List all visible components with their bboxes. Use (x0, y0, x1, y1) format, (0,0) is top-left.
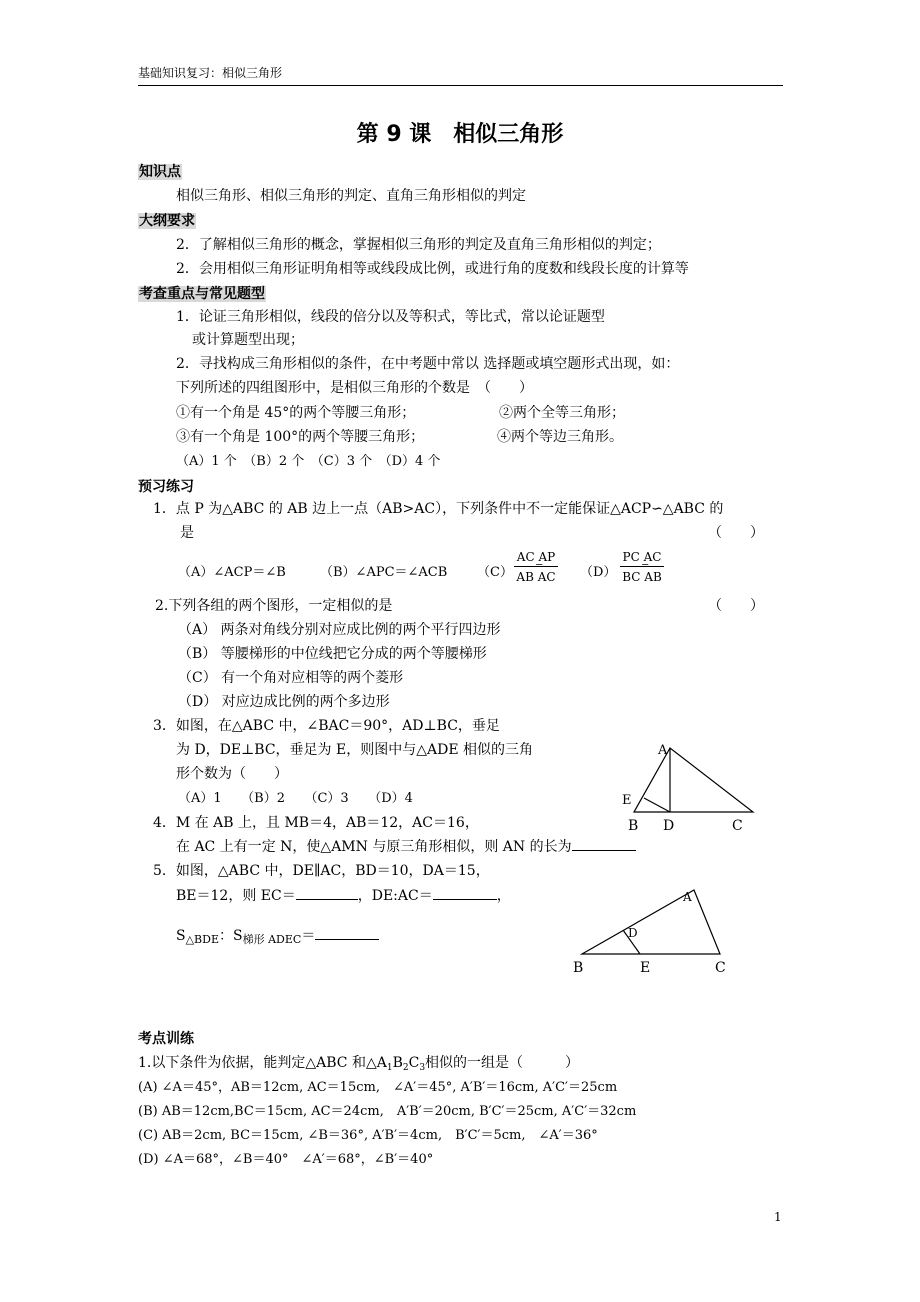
training-q1-sub1: 1 (386, 1063, 393, 1073)
answer-blank-ratio[interactable] (433, 899, 497, 900)
preview-q2-option-b: （B） 等腰梯形的中位线把它分成的两个等腰梯形 (178, 646, 487, 662)
preview-q5-ratio-label: ，DE:AC＝ (357, 888, 433, 904)
focus-choices: （A）1 个 （B）2 个 （C）3 个 （D）4 个 (176, 454, 441, 469)
preview-q2-option-d: （D） 对应边成比例的两个多边形 (178, 694, 390, 710)
focus-option-3: ③有一个角是 100°的两个等腰三角形； (176, 429, 425, 445)
syllabus-item-1: 2．了解相似三角形的概念，掌握相似三角形的判定及直角三角形相似的判定； (176, 237, 661, 253)
preview-q5-comma: ， (496, 888, 511, 904)
training-option-b: (B) AB＝12cm,BC＝15cm, AC＝24cm, A′B′＝20cm, B′C′＝25cm, A′C′＝32cm (138, 1104, 637, 1119)
syllabus-item-2: 2．会用相似三角形证明角相等或线段成比例，或进行角的度数和线段长度的计算等 (176, 261, 689, 277)
preview-q1-option-d: （D） (580, 565, 617, 580)
focus-question: 下列所述的四组图形中，是相似三角形的个数是 （ ） (176, 380, 533, 396)
knowledge-text: 相似三角形、相似三角形的判定、直角三角形相似的判定 (176, 188, 526, 204)
answer-blank-area[interactable] (315, 939, 379, 940)
label-b-2: B (573, 960, 584, 976)
preview-q2-option-a: （A） 两条对角线分别对应成比例的两个平行四边形 (178, 622, 501, 638)
preview-q2-option-c: （C） 有一个角对应相等的两个菱形 (178, 670, 404, 686)
section-heading-syllabus: 大纲要求 (139, 213, 195, 229)
training-option-a: (A) ∠A＝45°，AB＝12cm, AC＝15cm, ∠A′＝45°, A′B′＝16cm, A′C′＝25cm (138, 1080, 618, 1095)
label-e-2: E (640, 960, 651, 976)
focus-line-1: 1．论证三角形相似，线段的倍分以及等积式，等比式，常以论证题型 (176, 309, 605, 325)
label-c: C (732, 818, 743, 834)
fraction-c-equals: = (535, 561, 544, 572)
preview-q5-ec-label: BE＝12，则 EC＝ (176, 888, 296, 904)
preview-q1-option-c: （C） (477, 565, 513, 580)
preview-q1-line2: 是 (180, 525, 194, 541)
area-s1: S (176, 928, 186, 944)
label-d-2: D (628, 926, 638, 940)
label-c-2: C (715, 960, 726, 976)
preview-q1-paren: （ ） (708, 525, 764, 541)
preview-q1-option-b: （B）∠APC＝∠ACB (320, 565, 448, 580)
preview-q1-option-a: （A）∠ACP＝∠B (178, 565, 286, 580)
area-s2: ：S (219, 928, 243, 944)
focus-option-4: ④两个等边三角形。 (497, 429, 623, 445)
area-s2-sub: 梯形 ADEC (242, 933, 302, 946)
preview-q5-line1: 5．如图，△ABC 中，DE∥AC，BD＝10，DA＝15， (153, 863, 490, 879)
training-q1-sub2: 2 (402, 1063, 409, 1073)
triangle-abc-2 (582, 890, 720, 954)
preview-q4-line1: 4．M 在 AB 上，且 MB＝4，AB＝12，AC＝16， (153, 815, 479, 831)
area-equals: ＝ (301, 928, 316, 944)
fraction-c-numerator: AC AP (516, 550, 556, 564)
focus-line-2: 2．寻找构成三角形相似的条件，在中考题中常以 选择题或填空题形式出现，如： (176, 356, 680, 372)
figure-parallel-triangle (568, 884, 738, 978)
preview-q1-line1: 1．点 P 为△ABC 的 AB 边上一点（AB>AC），下列条件中不一定能保证△ACP∽△ABC 的 (153, 501, 724, 517)
label-e: E (622, 793, 632, 808)
fraction-d-denominator: BC AB (622, 570, 662, 584)
training-q1-text: 1.以下条件为依据，能判定△ABC 和△A (138, 1055, 387, 1071)
label-a-2: A (683, 890, 692, 904)
focus-option-1: ①有一个角是 45°的两个等腰三角形； (176, 405, 416, 421)
training-q1-end: 相似的一组是（ ） (425, 1055, 580, 1071)
label-d: D (663, 818, 675, 834)
label-b: B (628, 818, 639, 834)
label-a: A (658, 743, 668, 758)
preview-q3-line3: 形个数为（ ） (176, 766, 288, 782)
preview-q2-paren: （ ） (708, 598, 764, 614)
page-header: 基础知识复习：相似三角形 (138, 66, 283, 80)
preview-q3-choices: （A）1 （B）2 （C）3 （D）4 (178, 791, 413, 806)
training-option-c: (C) AB＝2cm, BC＝15cm, ∠B＝36°, A′B′＝4cm, B′C′＝5cm, ∠A′＝36° (138, 1128, 598, 1143)
segment-de (644, 798, 670, 812)
preview-q5-line2 (176, 889, 511, 903)
training-q1-line (138, 1056, 579, 1073)
page-title: 第 9 课 相似三角形 (356, 122, 564, 147)
preview-q4-text: 在 AC 上有一定 N，使△AMN 与原三角形相似，则 AN 的长为 (176, 839, 572, 855)
section-heading-training: 考点训练 (138, 1031, 194, 1047)
training-q1-b: B (392, 1055, 403, 1071)
training-q1-c: C (408, 1055, 420, 1071)
fraction-d-equals: = (641, 561, 650, 572)
section-heading-preview: 预习练习 (138, 479, 194, 495)
fraction-d-numerator: PC AC (622, 550, 662, 564)
focus-line-1b: 或计算题型出现； (192, 332, 304, 348)
fraction-c-denominator: AB AC (516, 570, 556, 584)
area-s1-sub: △BDE (185, 933, 219, 946)
training-q1-sub3: 3 (419, 1063, 426, 1073)
preview-q2-line: 2.下列各组的两个图形，一定相似的是 (155, 598, 393, 614)
section-heading-knowledge: 知识点 (139, 164, 181, 180)
answer-blank-an[interactable] (572, 850, 636, 851)
answer-blank-ec[interactable] (296, 899, 358, 900)
preview-q3-line1: 3．如图，在△ABC 中，∠BAC＝90°，AD⊥BC，垂足 (153, 718, 500, 734)
section-heading-focus: 考查重点与常见题型 (139, 286, 265, 302)
page-number: 1 (774, 1210, 782, 1224)
focus-option-2: ②两个全等三角形； (499, 405, 625, 421)
figure-right-triangle (600, 738, 770, 836)
preview-q4-line2 (176, 840, 636, 854)
training-option-d: (D) ∠A＝68°，∠B＝40° ∠A′＝68°，∠B′＝40° (138, 1152, 434, 1167)
header-rule (138, 85, 783, 86)
preview-q3-line2: 为 D，DE⊥BC，垂足为 E，则图中与△ADE 相似的三角 (176, 742, 533, 758)
preview-q5-line3 (176, 929, 379, 945)
